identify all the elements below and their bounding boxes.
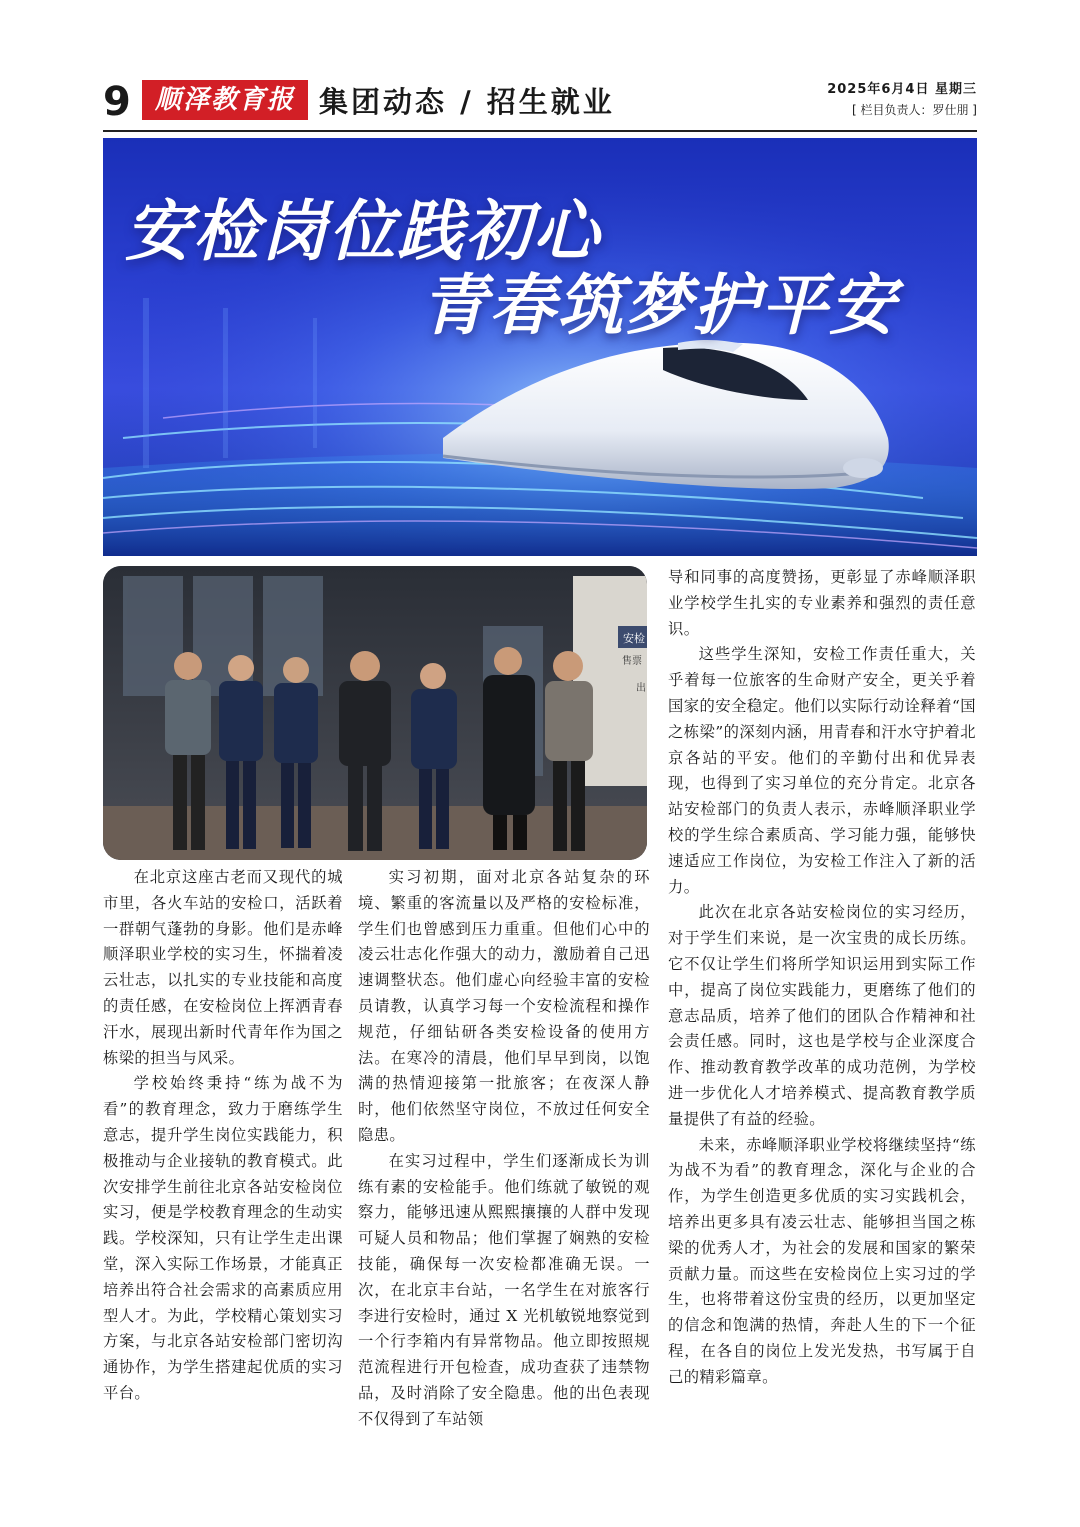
header-rule — [103, 130, 977, 132]
article-paragraph: 未来，赤峰顺泽职业学校将继续坚持“练为战不为看”的教育理念，深化与企业的合作，为学生创造更多优质的实习实践机会，培养出更多具有凌云壮志、能够担当国之栋梁的优秀人才，为社会的发展和国家的繁荣贡献力量。而这些在安检岗位上实习过的学生，也将带着这份宝贵的经历，以更加坚定的信念和饱满的热情，奔赴人生的下一个征程，在各自的岗位上发光发热，书写属于自己的精彩篇章。 — [668, 1135, 976, 1386]
column-editor: [ 栏目负责人：罗仕朋 ] — [852, 103, 977, 117]
group-photo-illustration — [103, 566, 647, 860]
group-photo — [103, 566, 647, 860]
photo-sign-ticket: 售票 — [622, 656, 642, 667]
photo-sign-exit: 出 — [636, 683, 646, 694]
article-paragraph: 导和同事的高度赞扬，更彰显了赤峰顺泽职业学校学生扎实的专业素养和强烈的责任意识。 — [668, 568, 976, 638]
banner-image — [103, 138, 977, 556]
article-paragraph: 在实习过程中，学生们逐渐成长为训练有素的安检能手。他们练就了敏锐的观察力，能够迅速从熙熙攘攘的人群中发现可疑人员和物品；他们掌握了娴熟的安检技能，确保每一次安检都准确无误。一次，在北京丰台站，一名学生在对旅客行李进行安检时，通过 X 光机敏锐地察觉到一个行李箱内有异常物品。他立即按照规范流程进行开包检查，成功查获了违禁物品，及时消除了安全隐患。他的出色表现不仅得到了车站领 — [358, 1151, 650, 1428]
headline-line-1: 安检岗位践初心 — [125, 193, 601, 270]
article-paragraph: 这些学生深知，安检工作责任重大，关乎着每一位旅客的生命财产安全，更关乎着国家的安全稳定。他们以实际行动诠释着“国之栋梁”的深刻内涵，用青春和汗水守护着北京各站的平安。他们的辛勤付出和优异表现，也得到了实习单位的充分肯定。北京各站安检部门的负责人表示，赤峰顺泽职业学校的学生综合素质高、学习能力强，能够快速适应工作岗位，为安检工作注入了新的活力。 — [668, 645, 976, 896]
photo-sign-security: 安检 — [623, 632, 645, 645]
article-column-2 — [358, 865, 650, 1433]
article-paragraph: 实习初期，面对北京各站复杂的环境、繁重的客流量以及严格的安检标准，学生们也曾感到压力重重。但他们心中的凌云壮志化作强大的动力，激励着自己迅速调整状态。他们虚心向经验丰富的安检员请教，认真学习每一个安检流程和操作规范，仔细钻研各类安检设备的使用方法。在寒冷的清晨，他们早早到岗，以饱满的热情迎接第一批旅客；在夜深人静时，他们依然坚守岗位，不放过任何安全隐患。 — [358, 868, 650, 1144]
page-number: 9 — [103, 79, 131, 125]
paper-logo: 顺泽教育报 — [142, 80, 308, 120]
article-paragraph: 在北京这座古老而又现代的城市里，各火车站的安检口，活跃着一群朝气蓬勃的身影。他们是赤峰顺泽职业学校的实习生，怀揣着凌云壮志，以扎实的专业技能和高度的责任感，在安检岗位上挥洒青春汗水，展现出新时代青年作为国之栋梁的担当与风采。 — [103, 868, 343, 1067]
article-column-1 — [103, 865, 343, 1407]
article-paragraph: 学校始终秉持“练为战不为看”的教育理念，致力于磨练学生意志，提升学生岗位实践能力，积极推动与企业接轨的教育模式。此次安排学生前往北京各站安检岗位实习，便是学校教育理念的生动实践。学校深知，只有让学生走出课堂，深入实际工作场景，才能真正培养出符合社会需求的高素质应用型人才。为此，学校精心策划实习方案，与北京各站安检部门密切沟通协作，为学生搭建起优质的实习平台。 — [103, 1074, 343, 1402]
headline-line-2: 青春筑梦护平安 — [421, 267, 897, 344]
masthead — [103, 78, 977, 132]
issue-date: 2025年6月4日 星期三 — [827, 82, 977, 97]
article-paragraph: 此次在北京各站安检岗位的实习经历，对于学生们来说，是一次宝贵的成长历练。它不仅让学生们将所学知识运用到实际工作中，提高了岗位实践能力，更磨练了他们的意志品质，培养了他们的团队合作精神和社会责任感。同时，这也是学校与企业深度合作、推动教育教学改革的成功范例，为学校进一步优化人才培养模式、提高教育教学质量提供了有益的经验。 — [668, 903, 976, 1128]
section-title: 集团动态 / 招生就业 — [319, 85, 615, 119]
article-column-3 — [668, 565, 976, 1391]
